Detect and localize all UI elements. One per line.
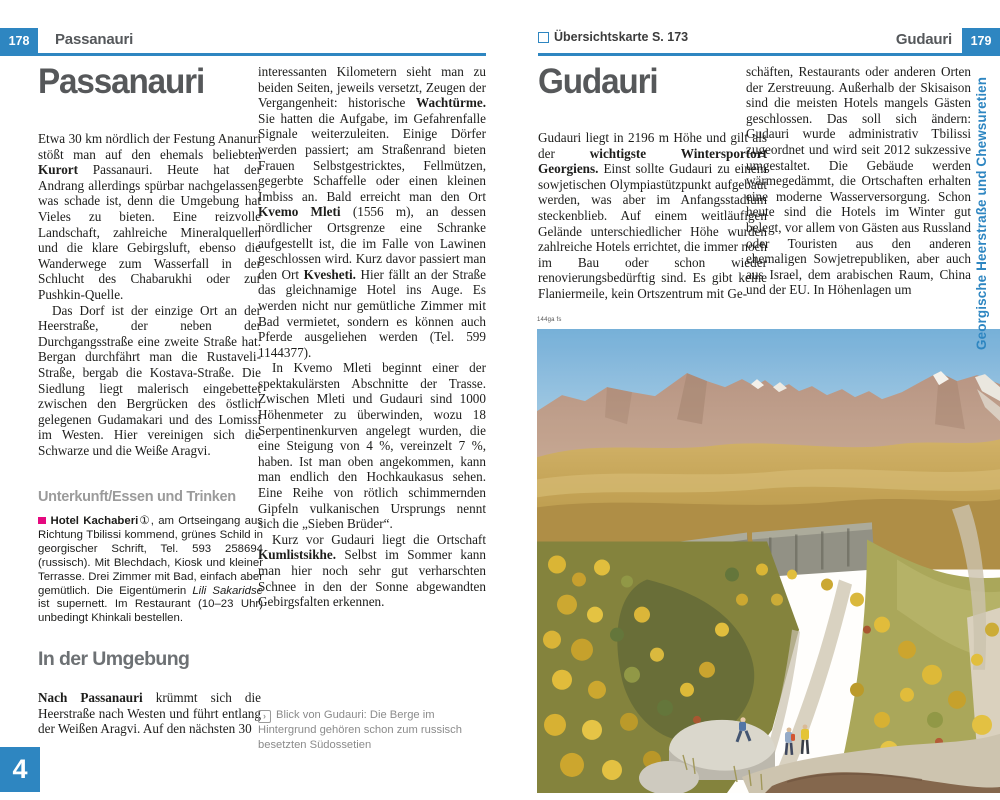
running-head-left: Passanauri [55, 31, 134, 48]
subhead-umgebung: In der Umgebung [38, 648, 190, 670]
gudauri-mountain-photo [537, 329, 1000, 793]
left-col1-intro [38, 131, 261, 458]
right-col1 [538, 130, 767, 302]
article-title-gudauri: Gudauri [538, 62, 658, 101]
listing-bullet-icon [38, 517, 46, 525]
paragraph: In Kvemo Mleti beginnt einer der spektakulärsten Abschnitte der Trasse. Zwischen Mleti und Gudauri sind 1000 Höhenmeter zu überwinden, wozu 18 Serpentinenkurven angelegt wurden, die eine Steigung von 4 %, vereinzelt 7 %, haben. Ist man oben angekommen, kann man endlich den Hochkaukasus sehen. Eine Reihe von rötlich schimmernden Gipfeln vulkanischen Ursprungs nennt sich die „Sieben Brüder“. [258, 360, 486, 532]
hotel-listing [38, 515, 263, 626]
running-head-right: Gudauri [895, 31, 952, 48]
right-col2 [746, 64, 971, 298]
page-number-left [0, 28, 38, 53]
paragraph: Nach Passanauri krümmt sich die Heerstraße nach Westen und führt entlang der Weißen Aragvi. Auf den nächsten 30 [38, 690, 261, 737]
mountain-scene-illustration [537, 329, 1000, 793]
paragraph: interessanten Kilometern sieht man zu beiden Seiten, jeweils versetzt, Zeugen der Vergangenheit: historische Wachtürme. Sie hatten die Aufgabe, im Gefahrenfalle Signale weiterzuleiten. Einige Dörfer werden passiert; am Straßenrand bieten Frauen Selbstgestricktes, Fellmützen, gegerbte Schaffelle oder einen kleinen Imbiss an. Bald erreicht man den Ort Kvemo Mleti (1556 m), an dessen nördlicher Ortsgrenze eine Schranke aufgestellt ist, die im Falle von Lawinen geschlossen wird. Kurz davor passiert man den Ort Kvesheti. Hier fällt an der Straße das gleichnamige Hotel ins Auge. Es werden nicht nur gemütliche Zimmer mit Bad vermietet, sondern es können auch Pferde ausgeliehen werden (Tel. 599 1144377). [258, 64, 486, 360]
map-reference [538, 30, 688, 44]
map-square-icon [538, 32, 549, 43]
paragraph: Das Dorf ist der einzige Ort an der Heerstraße, der neben der Durchgangsstraße eine zweite Straße hat. Bergan durchfährt man die Rustaveli-Straße, bergab die Kostava-Straße. Die Siedlung liegt malerisch eingebettet zwischen den Bergrücken des östlich gelegenen Gudamakari und des Lomissi im Westen. Hier vereinigen sich die Schwarze und die Weiße Aragvi. [38, 302, 261, 458]
paragraph: Etwa 30 km nördlich der Festung Ananuri stößt man auf den ehemals beliebten Kurort Passanauri. Heute hat der Andrang allerdings spürbar nachgelassen, was schade ist, denn die Umgebung hat Vieles zu bieten. Eine reizvolle Landschaft, zahlreiche Mineralquellen und die klare Gebirgsluft, ebenso die Wanderwege zum Wasserfall in der Schlucht des Chabarukhi oder zur Pushkin-Quelle. [38, 131, 261, 302]
header-rule-left [0, 53, 486, 56]
left-col2 [258, 64, 486, 610]
page-number-right [962, 28, 1000, 53]
article-title-passanauri: Passanauri [38, 62, 205, 101]
photo-credit: 144ga fs [537, 317, 562, 323]
paragraph: Gudauri liegt in 2196 m Höhe und gilt als der wichtigste Wintersportort Georgiens. Einst sollte Gudauri zu einem sowjetischen Olympiastützpunkt aufgebaut werden, was aber im Anfangsstadium steckenblieb. Auf einem weitläufigen Gelände unterschiedlicher Höhe wurden zahlreiche Hotels errichtet, die immer noch im Bau oder schon wieder renovierungsbedürftig sind. Es gibt keine Flaniermeile, kein Ortszentrum mit Ge- [538, 130, 767, 301]
page-number-left-label: 178 [8, 33, 30, 48]
map-reference-label: Übersichtskarte S. 173 [554, 30, 689, 44]
chapter-number-label: 4 [12, 754, 28, 784]
left-col1-umgebung [38, 690, 261, 737]
paragraph: schäften, Restaurants oder anderen Orten der Zerstreuung. Außerhalb der Skisaison sind die meisten Hotels mangels Gästen geschlossen. Das soll sich ändern: Gudauri wurde administrativ Tbilissi zugeordnet und wird seit 2012 sukzessive umgestaltet. Die Gebäude werden wärmegedämmt, die Ortschaften erhalten eine moderne Wasserversorgung. Schon heute sind die Hotels im Winter gut belegt, vor allem von Gästen aus Russland oder Touristen aus den anderen ehemaligen Sowjetrepubliken, aber auch aus Israel, dem arabischen Raum, China und der EU. In Höhenlagen um [746, 64, 971, 298]
header-rule-right [538, 53, 1000, 56]
photo-pointer-icon: › [258, 710, 271, 723]
chapter-number-tab [0, 747, 40, 792]
subhead-unterkunft: Unterkunft/Essen und Trinken [38, 489, 236, 505]
hotel-listing-text: Hotel Kachaberi①, am Ortseingang aus Richtung Tbilissi kommend, grünes Schild in georgischer Schrift, Tel. 593 258694 (russisch). Mit Blechdach, Kiosk und kleiner Terrasse. Drei Zimmer mit Bad, einfach aber gemütlich. Die Eigentümerin Lili Sakaridse ist supernett. Im Restaurant (10–23 Uhr) unbedingt Khinkali bestellen. [38, 515, 263, 625]
page-number-right-label: 179 [970, 33, 992, 48]
photo-caption-text: Blick von Gudauri: Die Berge im Hintergrund gehören schon zum russisch besetzten Südossetien [258, 709, 462, 751]
paragraph: Kurz vor Gudauri liegt die Ortschaft Kumlistsikhe. Selbst im Sommer kann man hier noch sehr gut verharschten Schnee in den der Sonne abgewandten Gebirgsfalten erkennen. [258, 531, 486, 610]
chapter-vertical-label: Georgische Heerstraße und Chewsuretien [974, 76, 989, 350]
photo-caption [258, 708, 493, 752]
